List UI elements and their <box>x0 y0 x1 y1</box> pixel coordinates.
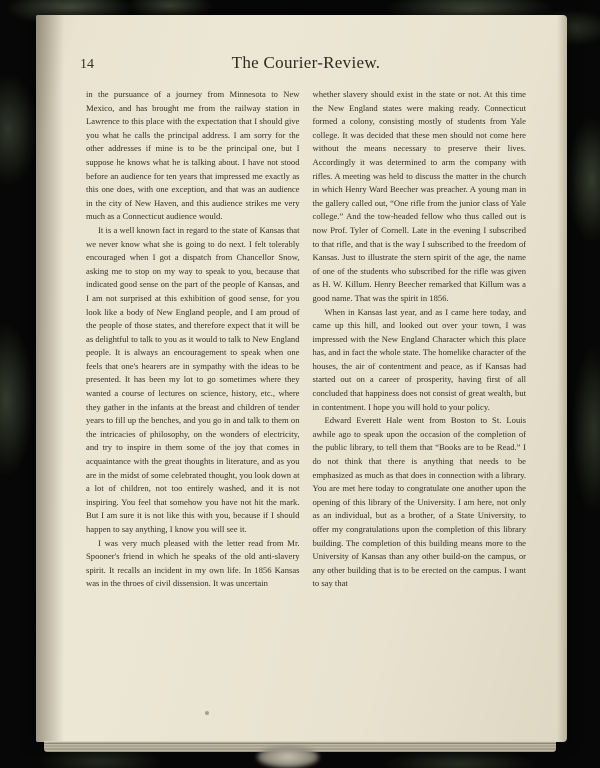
paragraph: in the pursuance of a journey from Minnesota to New Mexico, and has brought me from the railway station in Lawrence to this place with the expectation that I should give you what he calls the principal address. I am sorry for the other addresses if mine is to be the principal one, but I suppose he knows what he is talking about. I have not stood before an audience for ten years that impressed me exactly as this one does, with one exception, and that was an audience in the city of New Haven, and this audience strikes me very much as a Connecticut audience would. <box>86 89 300 222</box>
page-header <box>80 53 526 80</box>
paragraph: Edward Everett Hale went from Boston to St. Louis awhile ago to speak upon the occasion of the completion of the public library, to tell them that “Books are to be Read.” I do not think that there is anything that needs to be emphasized as much as that does in connection with a library. You are met here today to congratulate one another upon the opening of this library of the University. I am here, not only as an individual, but as a brother, of a State University, to offer my congratulations upon the completion of this library building. The completion of this building means more to the University of Kansas than any other build-on the campus, or any other building that is to be erected on the campus. I want to say that <box>312 415 526 589</box>
right-column <box>313 88 527 591</box>
book-page <box>36 15 567 742</box>
text-columns <box>86 88 526 591</box>
paper-speck <box>205 711 209 715</box>
paragraph: When in Kansas last year, and as I came here today, and came up this hill, and looked out over your town, I was impressed with the New England Character which this place has, and in fact the whole state. The homelike character of the houses, the air of contentment and peace, as if Kansas had started out on a career of prosperity, having first of all concluded that happiness does not consist of great wealth, but in contentment. I hope you will hold to your policy. <box>312 306 526 412</box>
page-number: 14 <box>80 57 94 72</box>
left-column <box>86 88 300 591</box>
book-bottom-highlight <box>257 746 319 768</box>
page-title: The Courier-Review. <box>231 53 381 72</box>
paragraph: whether slavery should exist in the state or not. At this time the New England states were making ready. Connecticut formed a colony, consisting mostly of students from Yale college. It was decided that these men should not come here without the means necessary to preserve their lives. Accordingly it was determined to arm the company with rifles. A meeting was held to discuss the matter in the church in which Henry Ward Beecher was preacher. A young man in the gallery called out, “One rifle from the junior class of Yale college.” And the tow-headed fellow who thus called out is now Prof. Tyler of Cornell. Late in the evening I subscribed to that rifle, and that is the way I subscribed to the freedom of Kansas. Just to illustrate the stern spirit of the age, the name of one of the students who subscribed for the rifle was given as H. W. Killum. Henry Beecher remarked that Killum was a good name. That was the spirit in 1856. <box>312 89 526 303</box>
page-content <box>80 53 526 591</box>
paragraph: It is a well known fact in regard to the state of Kansas that we never know what she is going to do next. I felt tolerably encouraged when I got a dispatch from Chancellor Snow, asking me to stop on my way to speak to you, because that indicated good sense on the part of the people of Kansas, and I am not surprised at this exhibition of good sense, for you look like a body of New England people, and I am proud of the people of those states, and therefore expect that it will be as delightful to talk to you as it would to talk to New England people. It is always an encouragement to speak when one feels that one's hearers are in sympathy with the ideas to be presented. It has been my lot to go sometimes where they wanted a course of lectures on science, history, etc., where they gather in the infants at the breast and children of tender years to fill up the benches, and you go in and talk to them on the intricacies of philosophy, on the wonders of electricity, and try to inspire in them some of the joy that comes in acquaintance with the great thoughts in literature, and as you are in the midst of some celebrated thought, you look down at a lot of children, not too entirely washed, and it is not inspiring. You feel that somehow you have not hit the mark. But I am sure it is not like this with you, because if I should happen to say anything, I know you will see it. <box>86 224 300 534</box>
paragraph: I was very much pleased with the letter read from Mr. Spooner's friend in which he speaks of the old anti-slavery spirit. It recalls an incident in my own life. In 1856 Kansas was in the throes of civil dissension. It was uncertain <box>86 537 300 589</box>
